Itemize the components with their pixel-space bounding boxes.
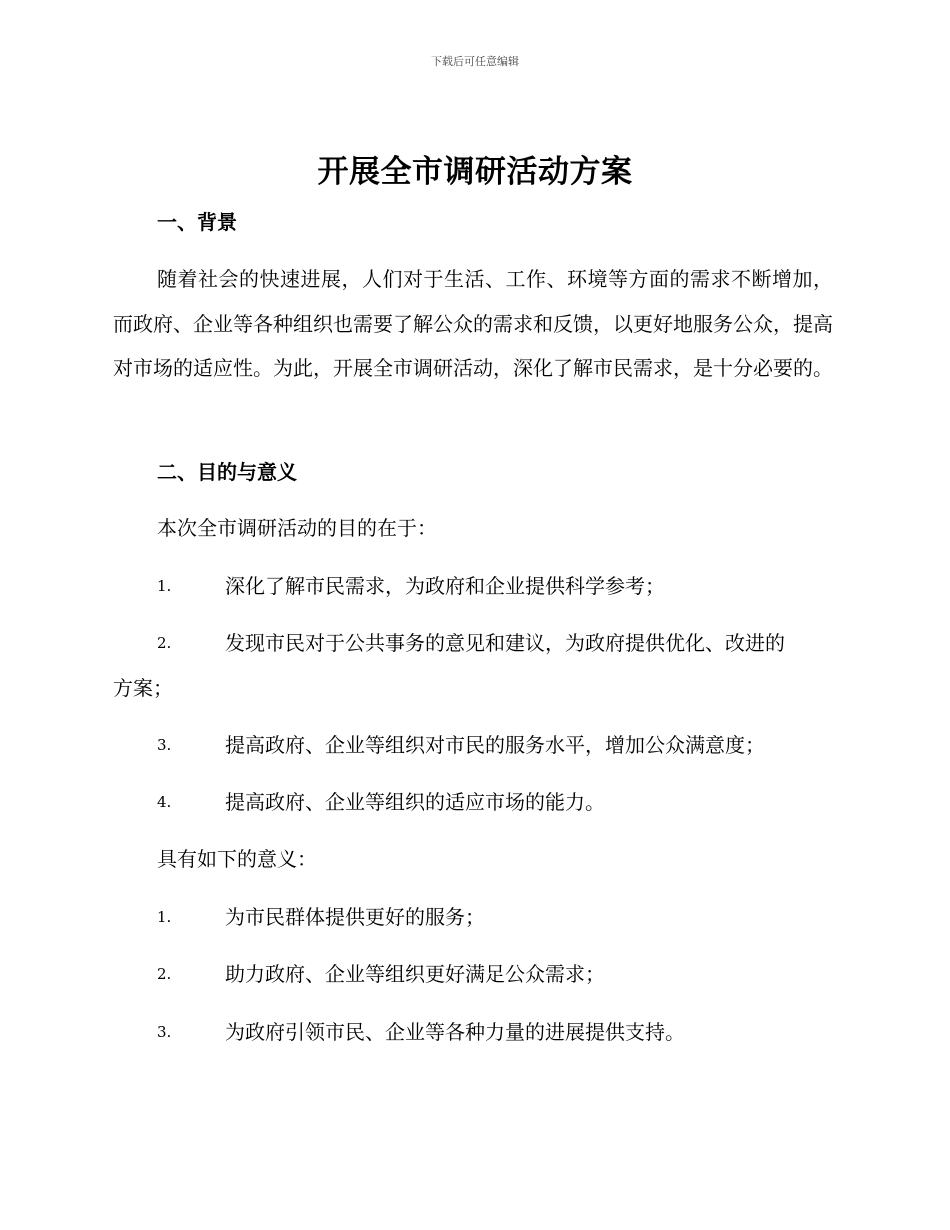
list-number: 3. bbox=[157, 736, 172, 754]
list-number: 4. bbox=[157, 793, 172, 811]
list-item-text: 为政府引领市民、企业等各种力量的进展提供支持。 bbox=[225, 1020, 685, 1044]
background-paragraph: 随着社会的快速进展，人们对于生活、工作、环境等方面的需求不断增加，而政府、企业等各种组织也需要了解公众的需求和反馈，以更好地服务公众，提高对市场的适应性。为此，开展全市调研活动，深化了解市民需求，是十分必要的。 bbox=[113, 267, 833, 380]
list-item-text: 发现市民对于公共事务的意见和建议，为政府提供优化、改进的 bbox=[225, 631, 785, 655]
section-heading-purpose: 二、目的与意义 bbox=[157, 460, 297, 484]
section-heading-background: 一、背景 bbox=[157, 210, 237, 234]
list-item-text: 提高政府、企业等组织对市民的服务水平，增加公众满意度； bbox=[225, 733, 765, 757]
list-item-text: 为市民群体提供更好的服务； bbox=[225, 905, 485, 929]
list-item-text-continued: 方案； bbox=[113, 676, 173, 700]
document-title: 开展全市调研活动方案 bbox=[317, 154, 633, 190]
list-number: 1. bbox=[157, 577, 172, 595]
list-number: 2. bbox=[157, 965, 172, 983]
list-item-text: 助力政府、企业等组织更好满足公众需求； bbox=[225, 962, 605, 986]
list-item-text: 提高政府、企业等组织的适应市场的能力。 bbox=[225, 790, 605, 814]
list-number: 1. bbox=[157, 908, 172, 926]
list-item-text: 深化了解市民需求，为政府和企业提供科学参考； bbox=[225, 574, 665, 598]
list-number: 2. bbox=[157, 634, 172, 652]
header-note: 下载后可任意编辑 bbox=[431, 55, 519, 68]
purpose-intro: 本次全市调研活动的目的在于： bbox=[157, 516, 437, 540]
list-number: 3. bbox=[157, 1023, 172, 1041]
meaning-intro: 具有如下的意义： bbox=[157, 847, 317, 871]
